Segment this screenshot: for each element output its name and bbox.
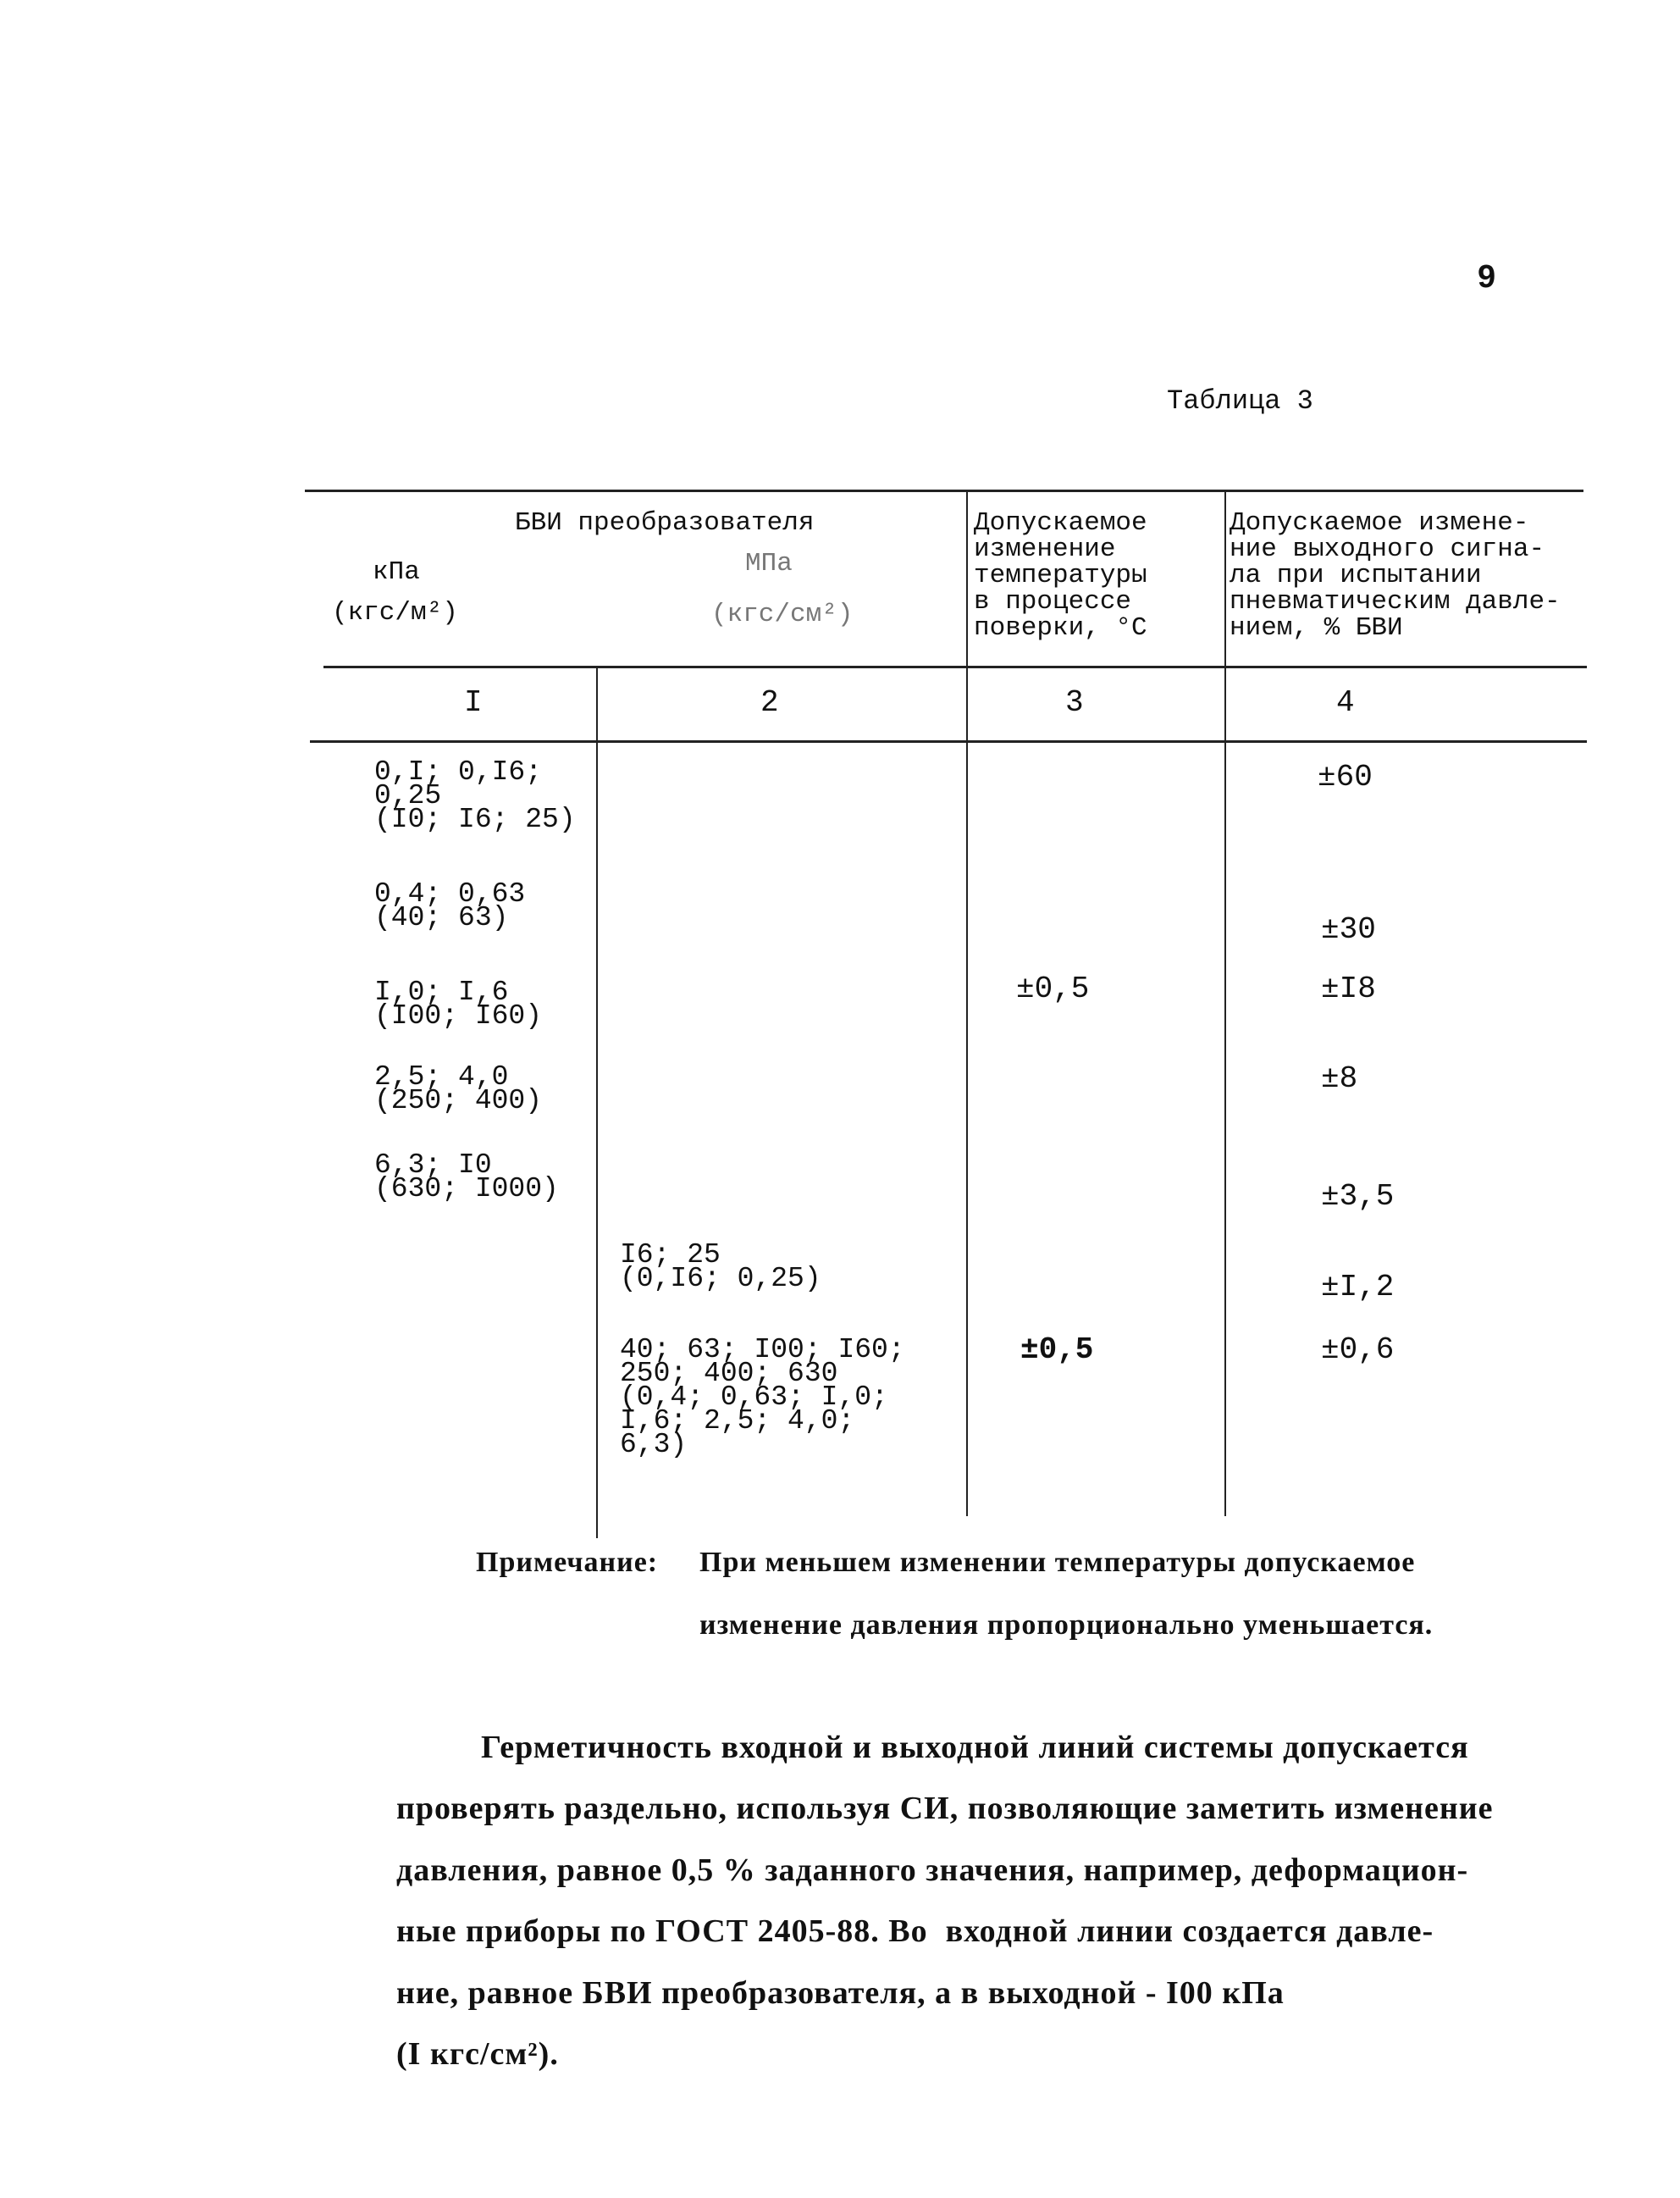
col-number: 2 (760, 685, 779, 720)
col2-divider (596, 666, 598, 1538)
numbers-rule (310, 740, 1587, 743)
paragraph-line: ние, равное БВИ преобразователя, а в выходной - I00 кПа (396, 1975, 1285, 2011)
table-cell: ±60 (1318, 760, 1373, 794)
header-rule (323, 666, 1587, 668)
table-cell: 40; 63; I00; I60; 250; 400; 630 (0,4; 0,63; I,0; I,6; 2,5; 4,0; 6,3) (620, 1334, 905, 1460)
table-cell: ±30 (1321, 912, 1376, 947)
paragraph-line: давления, равное 0,5 % заданного значения, например, деформацион- (396, 1852, 1469, 1888)
header-col1-unit: кПа (373, 557, 420, 587)
note-line: При меньшем изменении температуры допускаемое (699, 1547, 1416, 1578)
paragraph-line: ные приборы по ГОСТ 2405-88. Во входной линии создается давле- (396, 1913, 1434, 1949)
page-number: 9 (1478, 259, 1496, 295)
col-number: 3 (1065, 685, 1084, 720)
table-cell: 0,I; 0,I6; 0,25 (I0; I6; 25) (374, 756, 576, 835)
table-cell: 0,4; 0,63 (40; 63) (374, 878, 526, 933)
paragraph-line: Герметичность входной и выходной линий системы допускается (481, 1730, 1469, 1765)
header-col2-unit: МПа (745, 549, 793, 579)
table-cell: ±I8 (1321, 972, 1376, 1006)
note-label: Примечание: (476, 1547, 659, 1578)
col3-divider (966, 491, 968, 1516)
table-cell: ±8 (1321, 1061, 1358, 1096)
header-group: БВИ преобразователя (515, 508, 815, 538)
table-cell: 6,3; I0 (630; I000) (374, 1149, 559, 1204)
table-cell: ±I,2 (1321, 1270, 1395, 1304)
table-title: Таблица 3 (1167, 385, 1313, 417)
table-cell: ±0,5 (1020, 1332, 1094, 1367)
col-number: 4 (1336, 685, 1355, 720)
header-col3: Допускаемое изменение температуры в процессе поверки, °С (974, 508, 1147, 643)
col-number: I (464, 685, 483, 720)
paragraph-line: проверять раздельно, используя СИ, позволяющие заметить изменение (396, 1791, 1494, 1826)
table-cell: I6; 25 (0,I6; 0,25) (620, 1239, 821, 1294)
table-cell: ±0,5 (1016, 972, 1090, 1006)
table-cell: 2,5; 4,0 (250; 400) (374, 1061, 543, 1116)
note-line: изменение давления пропорционально уменьшается. (699, 1609, 1434, 1641)
table-cell: I,0; I,6 (I00; I60) (374, 977, 543, 1032)
header-col1-unit2: (кгс/м²) (332, 598, 458, 628)
paragraph-line: (I кгс/см²). (396, 2036, 559, 2072)
header-col2-unit2: (кгс/см²) (711, 600, 854, 629)
table-cell: ±0,6 (1321, 1332, 1395, 1367)
col4-divider (1224, 491, 1226, 1516)
header-col4: Допускаемое измене- ние выходного сигна- ла при испытании пневматическим давле- нием, % БВИ (1230, 508, 1561, 643)
table-cell: ±3,5 (1321, 1179, 1395, 1214)
table-top-rule (305, 490, 1583, 492)
